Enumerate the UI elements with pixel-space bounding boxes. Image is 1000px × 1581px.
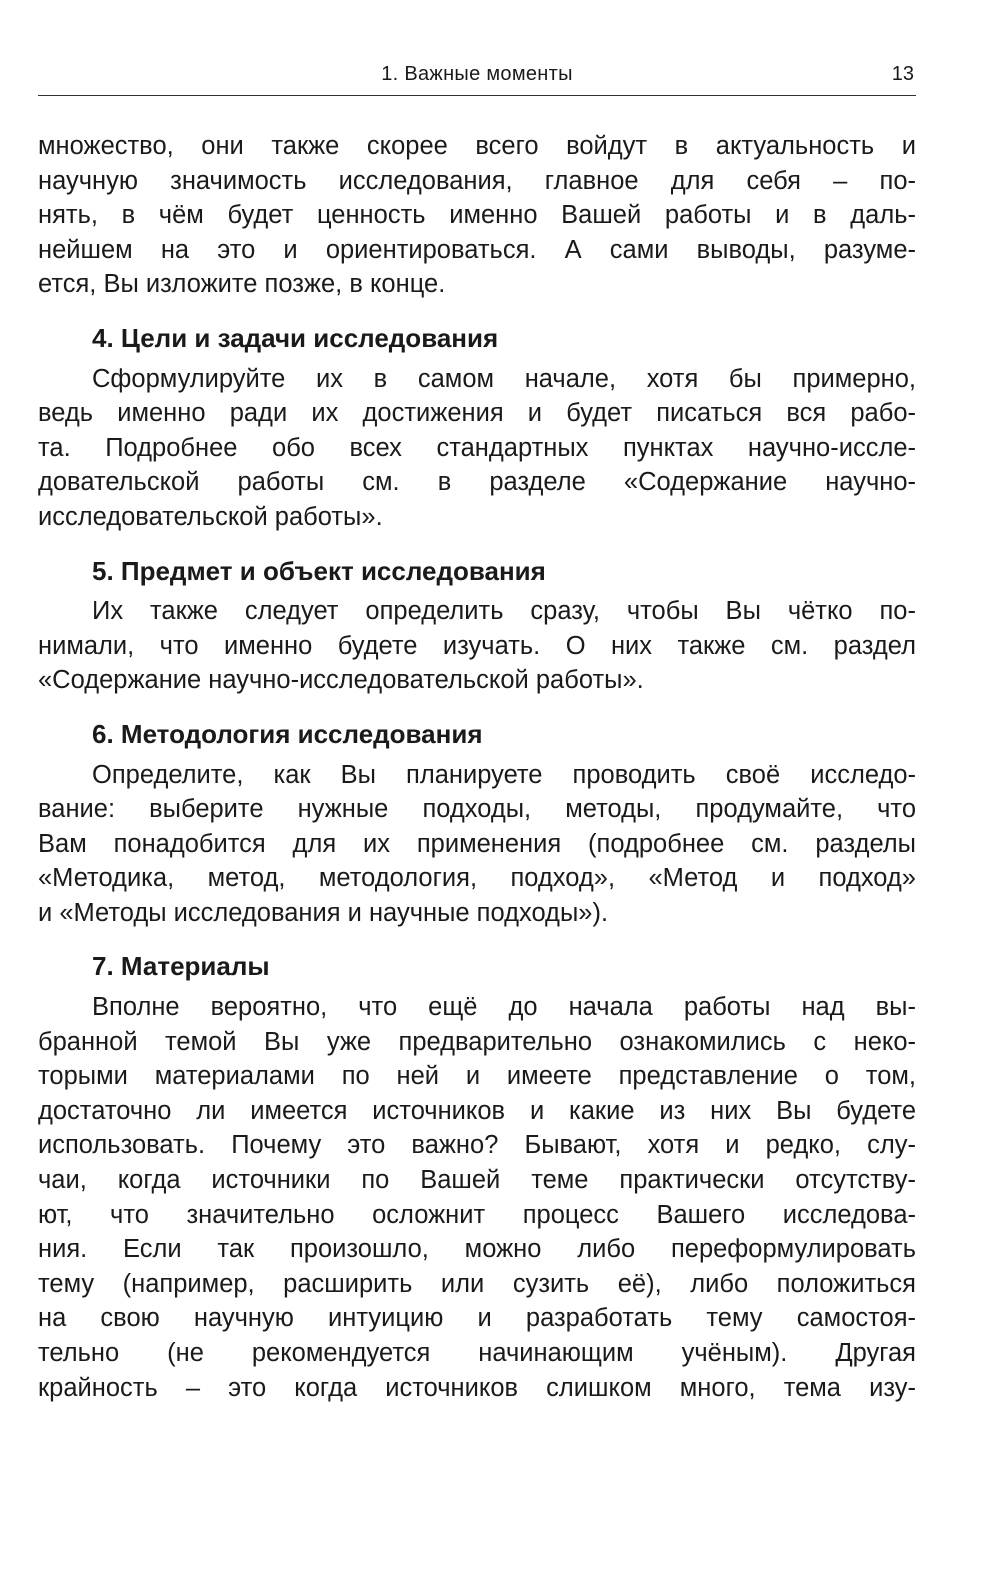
- text-line: тельно (не рекомендуется начинающим учёным). Другая: [38, 1339, 916, 1367]
- text-line: торыми материалами по ней и имеете представление о том,: [38, 1062, 916, 1091]
- page-body: [38, 96, 916, 1405]
- text-line: Их также следует определить сразу, чтобы Вы чётко по-: [92, 597, 916, 626]
- text-line: Вполне вероятно, что ещё до начала работы над вы-: [92, 993, 916, 1022]
- paragraph-methodology: [38, 758, 916, 931]
- text-line: «Методика, метод, методология, подход», «Метод и подход»: [38, 864, 916, 893]
- text-line: научную значимость исследования, главное для себя – по-: [38, 166, 916, 195]
- book-page: [38, 0, 916, 1405]
- text-line: Вам понадобится для их применения (подробнее см. разделы: [38, 829, 916, 858]
- text-line: тему (например, расширить или сузить её), либо положиться: [38, 1269, 916, 1298]
- running-title: 1. Важные моменты: [381, 63, 573, 85]
- text-line: нимали, что именно будете изучать. О них также см. раздел: [38, 631, 916, 660]
- text-line: ют, что значительно осложнит процесс Вашего исследова-: [38, 1200, 916, 1229]
- text-line: чаи, когда источники по Вашей теме практически отсутству-: [38, 1166, 916, 1195]
- paragraph-subject: [38, 594, 916, 698]
- paragraph-materials: [38, 990, 916, 1405]
- text-line: «Содержание научно-исследовательской работы».: [38, 666, 644, 695]
- text-line: довательской работы см. в разделе «Содержание научно-: [38, 468, 916, 497]
- text-line: использовать. Почему это важно? Бывают, хотя и редко, слу-: [38, 1131, 916, 1160]
- text-line: нейшем на это и ориентироваться. А сами выводы, разуме-: [38, 235, 916, 264]
- text-line: исследовательской работы».: [38, 502, 383, 531]
- text-line: нять, в чём будет ценность именно Вашей работы и в даль-: [38, 201, 916, 230]
- text-line: вание: выберите нужные подходы, методы, продумайте, что: [38, 795, 916, 824]
- text-line: ведь именно ради их достижения и будет писаться вся рабо-: [38, 399, 916, 428]
- paragraph-continuation: [38, 129, 916, 302]
- text-line: ния. Если так произошло, можно либо переформулировать: [38, 1235, 916, 1264]
- text-line: Сформулируйте их в самом начале, хотя бы примерно,: [92, 364, 916, 393]
- text-line: та. Подробнее обо всех стандартных пунктах научно-иссле-: [38, 433, 916, 462]
- paragraph-goals: [38, 362, 916, 535]
- text-line: бранной темой Вы уже предварительно ознакомились с неко-: [38, 1027, 916, 1056]
- text-line: множество, они также скорее всего войдут в актуальность и: [38, 132, 916, 160]
- text-line: крайность – это когда источников слишком много, тема изу-: [38, 1373, 916, 1402]
- text-line: Определите, как Вы планируете проводить своё исследо-: [92, 760, 916, 789]
- section-heading-subject: 5. Предмет и объект исследования: [92, 555, 546, 586]
- text-line: достаточно ли имеется источников и какие из них Вы будете: [38, 1096, 916, 1125]
- running-header: [38, 0, 916, 96]
- text-line: ется, Вы изложите позже, в конце.: [38, 270, 446, 299]
- page-number: 13: [891, 63, 914, 85]
- text-line: на свою научную интуицию и разработать тему самостоя-: [38, 1304, 916, 1333]
- section-heading-goals: 4. Цели и задачи исследования: [92, 322, 499, 353]
- section-heading-materials: 7. Материалы: [92, 951, 270, 982]
- section-heading-methodology: 6. Методология исследования: [92, 718, 483, 749]
- text-line: и «Методы исследования и научные подходы»).: [38, 898, 609, 927]
